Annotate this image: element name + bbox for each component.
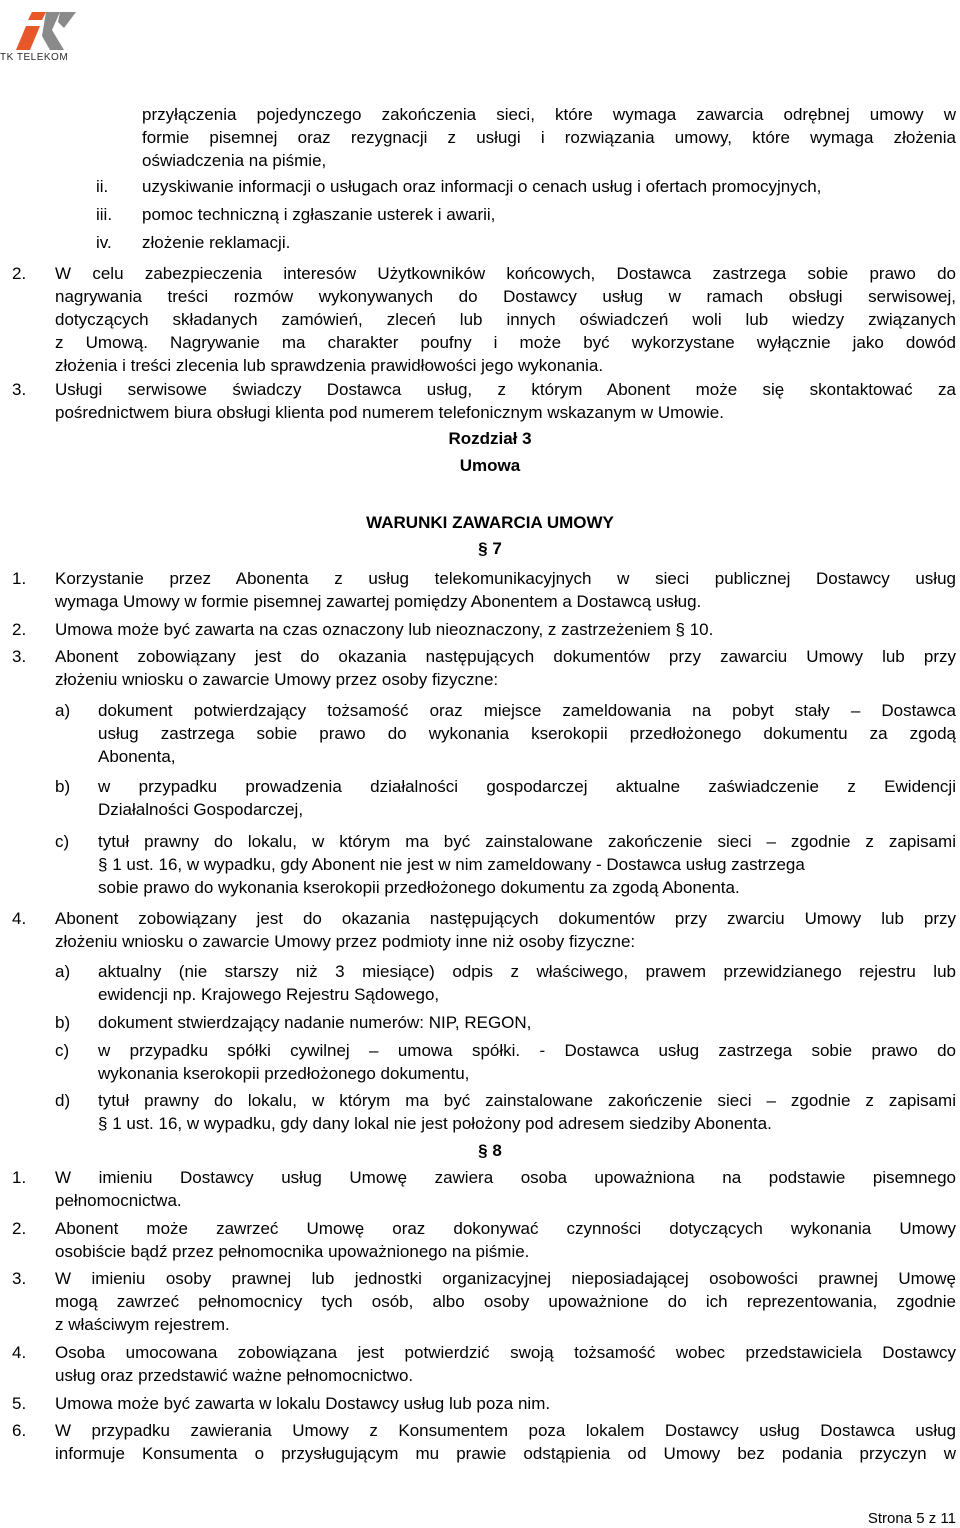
page-footer [868, 1510, 956, 1528]
s7-b-line-1: w przypadku prowadzenia działalności gospodarczej aktualne zaświadczenie z Ewidencji [98, 777, 956, 796]
chapter-title: Umowa [459, 456, 521, 475]
s8-item-2-number: 2. [12, 1219, 27, 1238]
s7-4d-line-1: tytuł prawny do lokalu, w którym ma być zainstalowane zakończenie sieci – zgodnie z zapisami [98, 1091, 956, 1110]
logo-caption: TK TELEKOM [0, 52, 69, 63]
p2-line-3: dotyczących składanych zamówień, zleceń lub innych oświadczeń woli lub wiedzy związanych [55, 310, 956, 329]
p3-line-2: pośrednictwem biura obsługi klienta pod numerem telefonicznym wskazanym w Umowie. [55, 403, 724, 422]
s7-a-line-3: Abonenta, [98, 747, 176, 766]
s8-item-1-number: 1. [12, 1168, 27, 1187]
s7-item-4-line-2: złożeniu wniosku o zawarcie Umowy przez podmioty inne niż osoby fizyczne: [55, 932, 636, 951]
list-marker-ii: ii. [96, 177, 109, 196]
section-heading: WARUNKI ZAWARCIA UMOWY [366, 513, 614, 532]
p2-line-5: złożenia i treści zlecenia lub sprawdzenia prawidłowości jego wykonania. [55, 356, 604, 375]
s8-item-4-number: 4. [12, 1343, 27, 1362]
list-item-iii: pomoc techniczną i zgłaszanie usterek i awarii, [142, 205, 496, 224]
section-8-number: 8 [492, 1141, 502, 1160]
s7-c-line-2 [98, 855, 956, 875]
p2-number: 2. [12, 264, 27, 283]
s8-item-6-line-1: W przypadku zawierania Umowy z Konsumentem poza lokalem Dostawcy usług Dostawca usług [55, 1421, 956, 1440]
list-marker-iv: iv. [96, 233, 112, 252]
s7-item-1-number: 1. [12, 569, 27, 588]
s7-4c-line-2: wykonania kserokopii przedłożonego dokumentu, [98, 1064, 470, 1083]
s7-4d-line-2 [98, 1114, 772, 1134]
s8-item-2-line-1: Abonent może zawrzeć Umowę oraz dokonywać czynności dotyczących wykonania Umowy [55, 1219, 956, 1238]
s7-item-3-line-2: złożeniu wniosku o zawarcie Umowy przez osoby fizyczne: [55, 670, 499, 689]
footer-of: z [928, 1510, 937, 1527]
list-item-ii: uzyskiwanie informacji o usługach oraz informacji o cenach usług i ofertach promocyjnych, [142, 177, 822, 196]
s8-item-1-line-2: pełnomocnictwa. [55, 1191, 182, 1210]
s7-4d-marker: d) [55, 1091, 71, 1110]
s8-item-6-line-2: informuje Konsumenta o przysługującym mu prawie odstąpienia od Umowy bez podania przyczyn w [55, 1444, 956, 1463]
s7-c-line-1: tytuł prawny do lokalu, w którym ma być zainstalowane zakończenie sieci – zgodnie z zapisami [98, 832, 956, 851]
s7-item-4-number: 4. [12, 909, 27, 928]
s8-item-1-line-1: W imieniu Dostawcy usług Umowę zawiera osoba upoważniona na podstawie pisemnego [55, 1168, 956, 1187]
s7-4c-marker: c) [55, 1041, 70, 1060]
s7-4a-line-2: ewidencji np. Krajowego Rejestru Sądowego, [98, 985, 440, 1004]
s8-item-5-number: 5. [12, 1394, 27, 1413]
section-sign: § [478, 1141, 488, 1160]
s8-item-6-number: 6. [12, 1421, 27, 1440]
intro-line-3: oświadczenia na piśmie, [142, 151, 327, 170]
logo-mark-icon [2, 6, 98, 58]
s7-item-3-line-1: Abonent zobowiązany jest do okazania następujących dokumentów przy zawarciu Umowy lub przy [55, 647, 956, 666]
p2-line-1: W celu zabezpieczenia interesów Użytkowników końcowych, Dostawca zastrzega sobie prawo do [55, 264, 956, 283]
s7-4a-marker: a) [55, 962, 71, 981]
p3-line-1: Usługi serwisowe świadczy Dostawca usług, z którym Abonent może się skontaktować za [55, 380, 956, 399]
s7-c-line-2-text: 1 ust. 16, w wypadku, gdy Abonent nie jest w nim zameldowany - Dostawca usług zastrzega [112, 855, 805, 874]
s7-item-1-line-1: Korzystanie przez Abonenta z usług telekomunikacyjnych w sieci publicznej Dostawcy usług [55, 569, 956, 588]
s8-item-3-number: 3. [12, 1269, 27, 1288]
s8-item-3-line-1: W imieniu osoby prawnej lub jednostki organizacyjnej nieposiadającej osobowości prawnej Umowę [55, 1269, 956, 1288]
list-item-iv: złożenie reklamacji. [142, 233, 291, 252]
s8-item-3-line-2: mogą zawrzeć pełnomocnicy tych osób, albo osoby upoważnione do ich reprezentowania, zgodnie [55, 1292, 956, 1311]
s8-item-4-line-2: usług oraz przedstawić ważne pełnomocnictwo. [55, 1366, 414, 1385]
footer-page: 5 [916, 1510, 925, 1527]
s7-4c-line-1: w przypadku spółki cywilnej – umowa spółki. - Dostawca usług zastrzega sobie prawo do [98, 1041, 956, 1060]
s7-4b-marker: b) [55, 1013, 71, 1032]
s7-a-marker: a) [55, 701, 71, 720]
section-sign: § [478, 539, 488, 558]
s7-item-2-ref: 10. [689, 620, 714, 639]
s7-c-marker: c) [55, 832, 70, 851]
s7-a-line-1: dokument potwierdzający tożsamość oraz miejsce zameldowania na pobyt stały – Dostawca [98, 701, 956, 720]
chapter-heading: Rozdział 3 [448, 429, 532, 448]
section-sign: § [98, 1114, 108, 1133]
s7-item-3-number: 3. [12, 647, 27, 666]
section-7-number: 7 [492, 539, 502, 558]
p2-line-2: nagrywania treści rozmów wykonywanych do Dostawcy usług w ramach obsługi serwisowej, [55, 287, 956, 306]
s8-item-2-line-2: osobiście bądź przez pełnomocnika upoważnionego na piśmie. [55, 1242, 530, 1261]
intro-line-2: formie pisemnej oraz rezygnacji z usługi i rozwiązania umowy, które wymaga złożenia [142, 128, 956, 147]
s7-item-2 [55, 620, 713, 640]
section-sign: § [675, 620, 685, 639]
s7-item-4-line-1: Abonent zobowiązany jest do okazania następujących dokumentów przy zwarciu Umowy lub przy [55, 909, 956, 928]
s8-item-5: Umowa może być zawarta w lokalu Dostawcy usług lub poza nim. [55, 1394, 551, 1413]
s7-4d-line-2-text: 1 ust. 16, w wypadku, gdy dany lokal nie jest położony pod adresem siedziby Abonenta. [112, 1114, 772, 1133]
s8-item-3-line-3: z właściwym rejestrem. [55, 1315, 230, 1334]
p2-line-4: z Umową. Nagrywanie ma charakter poufny i może być wykorzystane wyłącznie jako dowód [55, 333, 956, 352]
s7-b-marker: b) [55, 777, 71, 796]
footer-total: 11 [940, 1510, 956, 1527]
s7-4b: dokument stwierdzający nadanie numerów: NIP, REGON, [98, 1013, 532, 1032]
footer-label: Strona [867, 1510, 913, 1527]
section-sign: § [98, 855, 108, 874]
s7-item-1-line-2: wymaga Umowy w formie pisemnej zawartej pomiędzy Abonentem a Dostawcą usług. [55, 592, 702, 611]
s8-item-4-line-1: Osoba umocowana zobowiązana jest potwierdzić swoją tożsamość wobec przedstawiciela Dostawcy [55, 1343, 956, 1362]
section-8-heading [0, 1140, 960, 1162]
s7-item-2-number: 2. [12, 620, 27, 639]
p3-number: 3. [12, 380, 27, 399]
s7-a-line-2: usług zastrzega sobie prawo do wykonania kserokopii przedłożonego dokumentu za zgodą [98, 724, 956, 743]
intro-line-1: przyłączenia pojedynczego zakończenia sieci, które wymaga zawarcia odrębnej umowy w [142, 105, 956, 124]
s7-4a-line-1: aktualny (nie starszy niż 3 miesiące) odpis z właściwego, prawem przewidzianego rejestru lub [98, 962, 956, 981]
s7-b-line-2: Działalności Gospodarczej, [98, 800, 304, 819]
section-7-heading [0, 538, 960, 560]
s7-item-2-text: Umowa może być zawarta na czas oznaczony lub nieoznaczony, z zastrzeżeniem [55, 620, 671, 639]
list-marker-iii: iii. [96, 205, 113, 224]
s7-c-line-3: sobie prawo do wykonania kserokopii przedłożonego dokumentu za zgodą Abonenta. [98, 878, 740, 897]
